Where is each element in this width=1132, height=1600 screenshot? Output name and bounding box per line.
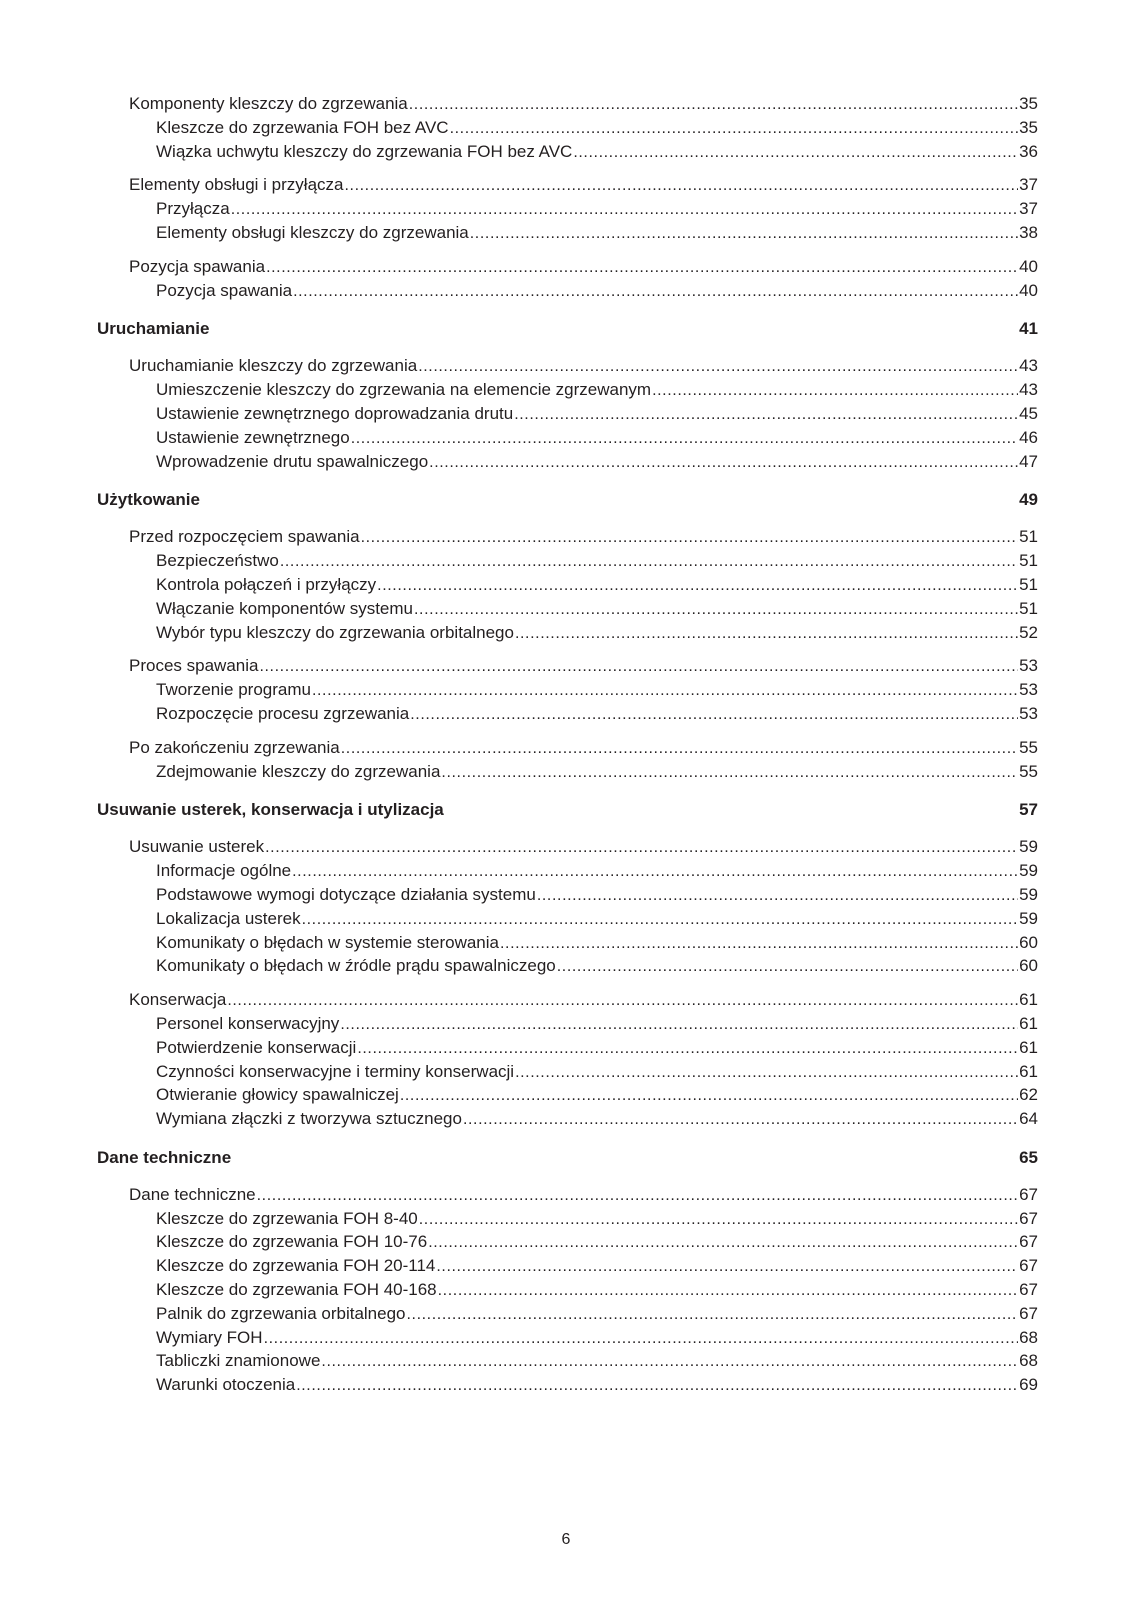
toc-chapter-heading[interactable] [97, 798, 1038, 822]
toc-entry-title: Dane techniczne [129, 1184, 256, 1204]
toc-entry-title: Komunikaty o błędach w źródle prądu spawalniczego [156, 956, 556, 976]
toc-spacer [97, 164, 1038, 174]
toc-subsection-entry[interactable] [97, 550, 1038, 574]
toc-subsection-entry[interactable] [97, 1374, 1038, 1398]
dot-leader [414, 599, 1018, 622]
toc-chapter-page: 57 [1019, 800, 1038, 820]
toc-subsection-entry[interactable] [97, 884, 1038, 908]
toc-subsection-entry[interactable] [97, 908, 1038, 932]
dot-leader [231, 199, 1018, 222]
toc-subsection-entry[interactable] [97, 1255, 1038, 1279]
toc-section-entry[interactable] [97, 1184, 1038, 1208]
toc-entry-title: Przed rozpoczęciem spawania [129, 527, 360, 547]
toc-entry-page: 55 [1019, 737, 1038, 757]
toc-chapter-page: 65 [1019, 1147, 1038, 1167]
toc-subsection-entry[interactable] [97, 379, 1038, 403]
toc-chapter-title: Dane techniczne [97, 1147, 232, 1167]
toc-subsection-entry[interactable] [97, 1108, 1038, 1132]
toc-entry-page: 67 [1019, 1280, 1038, 1300]
toc-entry-title: Uruchamianie kleszczy do zgrzewania [129, 356, 418, 376]
toc-spacer [97, 246, 1038, 256]
dot-leader [409, 94, 1018, 117]
toc-subsection-entry[interactable] [97, 1303, 1038, 1327]
dot-leader [361, 527, 1019, 550]
toc-entry-title: Rozpoczęcie procesu zgrzewania [156, 703, 410, 723]
toc-subsection-entry[interactable] [97, 451, 1038, 475]
dot-leader [436, 1256, 1018, 1279]
toc-spacer [97, 727, 1038, 737]
toc-entry-page: 35 [1019, 94, 1038, 113]
dot-leader [266, 257, 1018, 280]
dot-leader [441, 762, 1018, 785]
table-of-contents [97, 93, 1038, 1398]
toc-subsection-entry[interactable] [97, 117, 1038, 141]
toc-entry-title: Włączanie komponentów systemu [156, 598, 414, 618]
toc-entry-page: 37 [1019, 175, 1038, 195]
toc-entry-page: 61 [1019, 1013, 1038, 1033]
dot-leader [280, 551, 1018, 574]
toc-chapter-heading[interactable] [97, 1146, 1038, 1170]
toc-entry-title: Przyłącza [156, 199, 230, 219]
toc-chapter-title: Usuwanie usterek, konserwacja i utylizacja [97, 800, 444, 820]
dot-leader [450, 118, 1018, 141]
toc-entry-title: Wymiary FOH [156, 1327, 263, 1347]
dot-leader [265, 837, 1018, 860]
toc-entry-title: Wymiana złączki z tworzywa sztucznego [156, 1109, 462, 1129]
toc-entry-page: 47 [1019, 451, 1038, 471]
toc-subsection-entry[interactable] [97, 222, 1038, 246]
dot-leader [500, 933, 1018, 956]
toc-entry-title: Umieszczenie kleszczy do zgrzewania na elemencie zgrzewanym [156, 380, 652, 400]
toc-entry-title: Konserwacja [129, 990, 227, 1010]
page-number: 6 [561, 1531, 571, 1548]
toc-entry-title: Kontrola połączeń i przyłączy [156, 574, 377, 594]
toc-entry-page: 68 [1019, 1327, 1038, 1347]
dot-leader [515, 623, 1018, 646]
toc-entry-page: 35 [1019, 117, 1038, 137]
toc-entry-page: 69 [1019, 1375, 1038, 1395]
dot-leader [557, 956, 1018, 979]
toc-entry-title: Kleszcze do zgrzewania FOH 8-40 [156, 1208, 418, 1228]
toc-entry-page: 52 [1019, 622, 1038, 642]
toc-entry-page: 43 [1019, 356, 1038, 376]
dot-leader [296, 1375, 1018, 1398]
toc-subsection-entry[interactable] [97, 1037, 1038, 1061]
toc-section-entry[interactable] [97, 836, 1038, 860]
toc-entry-title: Elementy obsługi kleszczy do zgrzewania [156, 222, 469, 242]
toc-entry-title: Elementy obsługi i przyłącza [129, 175, 344, 195]
dot-leader [515, 1062, 1018, 1085]
toc-section-entry[interactable] [97, 737, 1038, 761]
toc-entry-title: Kleszcze do zgrzewania FOH 20-114 [156, 1256, 436, 1276]
toc-subsection-entry[interactable] [97, 1061, 1038, 1085]
toc-entry-page: 61 [1019, 990, 1038, 1010]
toc-subsection-entry[interactable] [97, 280, 1038, 304]
toc-entry-title: Pozycja spawania [129, 256, 266, 276]
toc-chapter-page: 49 [1019, 490, 1038, 510]
toc-section-entry[interactable] [97, 174, 1038, 198]
toc-entry-title: Wprowadzenie drutu spawalniczego [156, 451, 429, 471]
dot-leader [344, 175, 1018, 198]
toc-entry-page: 53 [1019, 703, 1038, 723]
toc-entry-page: 61 [1019, 1037, 1038, 1057]
dot-leader [428, 1232, 1018, 1255]
dot-leader [438, 1280, 1018, 1303]
toc-entry-page: 59 [1019, 837, 1038, 857]
toc-entry-page: 53 [1019, 656, 1038, 676]
dot-leader [312, 680, 1018, 703]
toc-entry-page: 67 [1019, 1256, 1038, 1276]
toc-subsection-entry[interactable] [97, 427, 1038, 451]
dot-leader [351, 428, 1018, 451]
toc-entry-title: Komponenty kleszczy do zgrzewania [129, 94, 408, 113]
dot-leader [514, 404, 1018, 427]
toc-entry-page: 36 [1019, 141, 1038, 161]
dot-leader [293, 281, 1018, 304]
dot-leader [470, 223, 1018, 246]
toc-entry-page: 61 [1019, 1061, 1038, 1081]
toc-entry-page: 59 [1019, 884, 1038, 904]
toc-entry-page: 67 [1019, 1184, 1038, 1204]
toc-subsection-entry[interactable] [97, 679, 1038, 703]
toc-entry-title: Czynności konserwacyjne i terminy konserwacji [156, 1061, 515, 1081]
toc-entry-page: 68 [1019, 1351, 1038, 1371]
dot-leader [292, 861, 1018, 884]
toc-subsection-entry[interactable] [97, 1084, 1038, 1108]
toc-entry-page: 59 [1019, 908, 1038, 928]
toc-entry-page: 38 [1019, 222, 1038, 242]
toc-entry-title: Wiązka uchwytu kleszczy do zgrzewania FOH bez AVC [156, 141, 573, 161]
toc-chapter-title: Uruchamianie [97, 319, 210, 339]
toc-entry-title: Proces spawania [129, 656, 259, 676]
toc-entry-title: Otwieranie głowicy spawalniczej [156, 1085, 399, 1105]
toc-entry-page: 55 [1019, 761, 1038, 781]
toc-entry-title: Lokalizacja usterek [156, 908, 301, 928]
toc-entry-page: 59 [1019, 861, 1038, 881]
toc-subsection-entry[interactable] [97, 932, 1038, 956]
toc-subsection-entry[interactable] [97, 703, 1038, 727]
toc-entry-title: Palnik do zgrzewania orbitalnego [156, 1303, 406, 1323]
toc-entry-page: 40 [1019, 280, 1038, 300]
dot-leader [407, 1304, 1019, 1327]
toc-subsection-entry[interactable] [97, 141, 1038, 165]
dot-leader [259, 656, 1018, 679]
toc-entry-title: Usuwanie usterek [129, 837, 265, 857]
dot-leader [419, 1209, 1018, 1232]
toc-subsection-entry[interactable] [97, 198, 1038, 222]
toc-entry-title: Personel konserwacyjny [156, 1013, 340, 1033]
toc-entry-page: 45 [1019, 403, 1038, 423]
toc-section-entry[interactable] [97, 355, 1038, 379]
dot-leader [463, 1109, 1018, 1132]
dot-leader [377, 575, 1018, 598]
dot-leader [264, 1328, 1019, 1351]
dot-leader [227, 990, 1018, 1013]
toc-entry-page: 67 [1019, 1208, 1038, 1228]
toc-entry-title: Tabliczki znamionowe [156, 1351, 321, 1371]
toc-entry-page: 51 [1019, 551, 1038, 571]
toc-section-entry[interactable] [97, 526, 1038, 550]
dot-leader [357, 1038, 1018, 1061]
toc-entry-title: Ustawienie zewnętrznego [156, 427, 350, 447]
toc-entry-page: 51 [1019, 598, 1038, 618]
toc-entry-page: 60 [1019, 932, 1038, 952]
toc-entry-title: Potwierdzenie konserwacji [156, 1037, 357, 1057]
toc-entry-page: 53 [1019, 680, 1038, 700]
toc-subsection-entry[interactable] [97, 1208, 1038, 1232]
dot-leader [257, 1185, 1018, 1208]
dot-leader [573, 142, 1018, 165]
toc-entry-page: 67 [1019, 1303, 1038, 1323]
toc-entry-title: Pozycja spawania [156, 280, 293, 300]
toc-section-entry[interactable] [97, 93, 1038, 117]
toc-entry-title: Komunikaty o błędach w systemie sterowania [156, 932, 499, 952]
toc-subsection-entry[interactable] [97, 598, 1038, 622]
toc-subsection-entry[interactable] [97, 574, 1038, 598]
toc-subsection-entry[interactable] [97, 761, 1038, 785]
toc-entry-page: 62 [1019, 1085, 1038, 1105]
toc-chapter-page: 41 [1019, 319, 1038, 339]
dot-leader [429, 452, 1018, 475]
toc-entry-page: 60 [1019, 956, 1038, 976]
dot-leader [418, 356, 1018, 379]
toc-subsection-entry[interactable] [97, 955, 1038, 979]
dot-leader [410, 704, 1018, 727]
toc-section-entry[interactable] [97, 989, 1038, 1013]
toc-entry-title: Tworzenie programu [156, 680, 311, 700]
toc-subsection-entry[interactable] [97, 1350, 1038, 1374]
toc-entry-title: Po zakończeniu zgrzewania [129, 737, 340, 757]
dot-leader [341, 738, 1018, 761]
toc-entry-title: Kleszcze do zgrzewania FOH 40-168 [156, 1280, 437, 1300]
toc-entry-page: 51 [1019, 527, 1038, 547]
toc-entry-title: Ustawienie zewnętrznego doprowadzania drutu [156, 403, 514, 423]
toc-entry-title: Zdejmowanie kleszczy do zgrzewania [156, 761, 441, 781]
toc-entry-title: Wybór typu kleszczy do zgrzewania orbitalnego [156, 622, 514, 642]
toc-entry-title: Informacje ogólne [156, 861, 292, 881]
toc-spacer [97, 979, 1038, 989]
dot-leader [340, 1014, 1018, 1037]
toc-entry-page: 37 [1019, 199, 1038, 219]
toc-section-entry[interactable] [97, 655, 1038, 679]
toc-entry-page: 43 [1019, 380, 1038, 400]
toc-subsection-entry[interactable] [97, 1013, 1038, 1037]
toc-subsection-entry[interactable] [97, 403, 1038, 427]
toc-entry-page: 46 [1019, 427, 1038, 447]
toc-subsection-entry[interactable] [97, 860, 1038, 884]
toc-entry-title: Warunki otoczenia [156, 1375, 296, 1395]
dot-leader [652, 380, 1018, 403]
toc-subsection-entry[interactable] [97, 1327, 1038, 1351]
toc-entry-title: Kleszcze do zgrzewania FOH 10-76 [156, 1232, 428, 1252]
toc-entry-title: Bezpieczeństwo [156, 551, 279, 571]
toc-chapter-heading[interactable] [97, 488, 1038, 512]
dot-leader [321, 1351, 1018, 1374]
toc-entry-page: 64 [1019, 1109, 1038, 1129]
toc-spacer [97, 645, 1038, 655]
toc-entry-page: 67 [1019, 1232, 1038, 1252]
toc-chapter-title: Użytkowanie [97, 490, 200, 510]
dot-leader [400, 1085, 1018, 1108]
toc-subsection-entry[interactable] [97, 622, 1038, 646]
toc-chapter-heading[interactable] [97, 317, 1038, 341]
toc-entry-page: 40 [1019, 256, 1038, 276]
toc-entry-title: Podstawowe wymogi dotyczące działania systemu [156, 884, 536, 904]
toc-section-entry[interactable] [97, 256, 1038, 280]
dot-leader [537, 885, 1018, 908]
dot-leader [302, 909, 1019, 932]
toc-subsection-entry[interactable] [97, 1279, 1038, 1303]
toc-subsection-entry[interactable] [97, 1231, 1038, 1255]
toc-entry-title: Kleszcze do zgrzewania FOH bez AVC [156, 117, 449, 137]
toc-entry-page: 51 [1019, 574, 1038, 594]
